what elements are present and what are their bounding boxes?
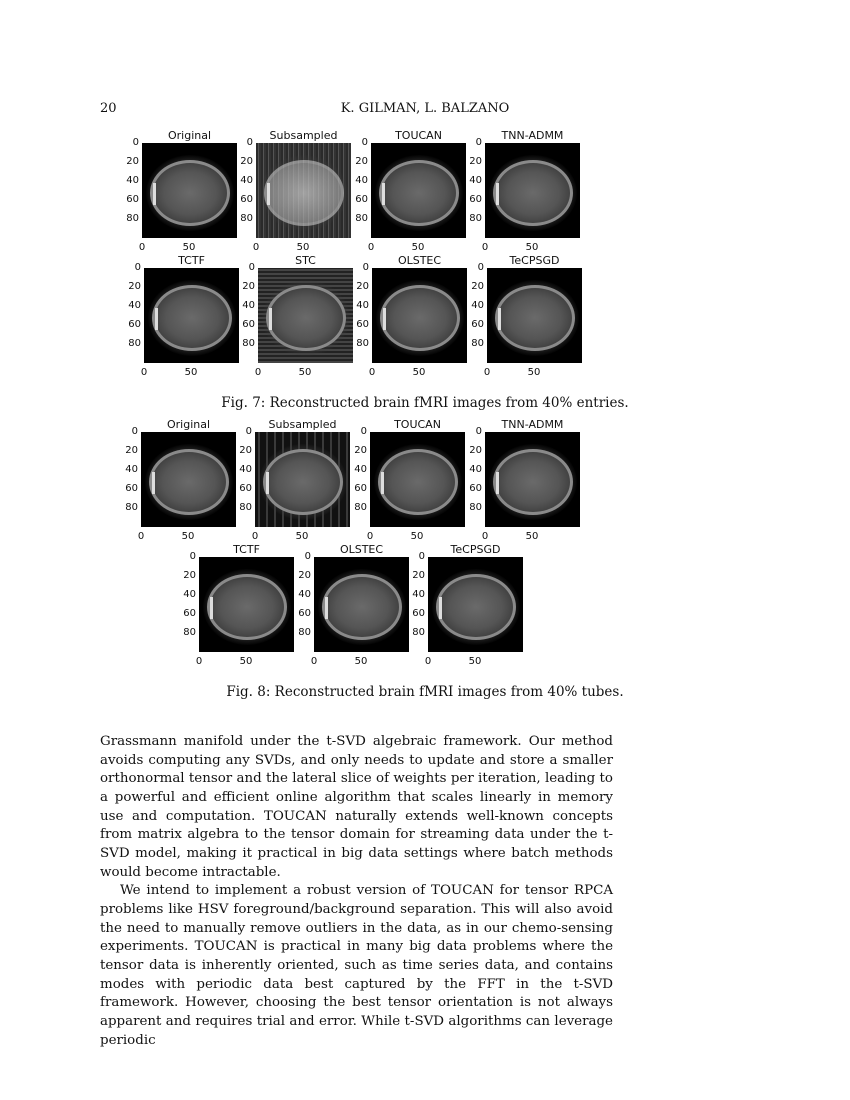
- brain-image-panel: [355, 129, 466, 253]
- brain-image-panel: [242, 254, 353, 378]
- y-tick-label: 20: [354, 445, 367, 456]
- y-tick-label: 20: [471, 281, 484, 292]
- page-number: 20: [100, 101, 117, 116]
- y-tick-label: 40: [128, 300, 141, 311]
- panel-title: TCTF: [178, 254, 205, 267]
- y-tick-label: 60: [356, 319, 369, 330]
- y-tick-label: 40: [240, 175, 253, 186]
- y-tick-label: 80: [412, 627, 425, 638]
- brain-image-panel: [183, 543, 294, 667]
- brain-image: [142, 143, 237, 238]
- y-tick-label: 20: [239, 445, 252, 456]
- x-tick-label: 50: [411, 242, 425, 253]
- y-tick-label: 40: [355, 175, 368, 186]
- x-tick-label: 0: [254, 367, 262, 378]
- y-tick-label: 0: [134, 262, 141, 273]
- y-tick-label: 40: [471, 300, 484, 311]
- brain-image: [371, 143, 466, 238]
- y-tick-label: 80: [356, 338, 369, 349]
- x-tick-label: 0: [252, 242, 260, 253]
- brain-image: [372, 268, 467, 363]
- brain-image-panel: [412, 543, 523, 667]
- brain-image: [141, 432, 236, 527]
- y-tick-label: 40: [183, 589, 196, 600]
- brain-image-panel: [126, 129, 237, 253]
- brain-image-panel: [128, 254, 239, 378]
- y-tick-label: 20: [126, 156, 139, 167]
- x-tick-label: 50: [468, 656, 482, 667]
- x-tick-label: 50: [239, 656, 253, 667]
- y-tick-label: 40: [298, 589, 311, 600]
- y-tick-label: 20: [125, 445, 138, 456]
- brain-image-panel: [354, 418, 465, 542]
- y-tick-label: 40: [356, 300, 369, 311]
- y-tick-label: 60: [125, 483, 138, 494]
- y-tick-label: 60: [469, 194, 482, 205]
- x-tick-label: 50: [525, 531, 539, 542]
- y-tick-label: 0: [477, 262, 484, 273]
- y-tick-label: 0: [248, 262, 255, 273]
- paragraph: Grassmann manifold under the t-SVD algebraic framework. Our method avoids computing any SVDs, and only needs to update and store a smaller orthonormal tensor and the lateral slice of weights per iteration, leading to a powerful and efficient online algorithm that scales linearly in memory use and computation. TOUCAN naturally extends well-known concepts from matrix algebra to the tensor domain for streaming data under the t-SVD model, making it practical in big data settings where batch methods would become intractable.: [100, 734, 613, 880]
- body-text: [100, 733, 613, 1050]
- y-tick-label: 20: [356, 281, 369, 292]
- y-tick-label: 20: [128, 281, 141, 292]
- brain-image: [256, 143, 351, 238]
- y-tick-label: 80: [354, 502, 367, 513]
- panel-title: OLSTEC: [397, 254, 442, 267]
- x-tick-label: 50: [181, 531, 195, 542]
- brain-image: [485, 143, 580, 238]
- panel-title: TNN-ADMM: [501, 129, 564, 142]
- x-tick-label: 0: [367, 242, 375, 253]
- x-tick-label: 0: [195, 656, 203, 667]
- y-tick-label: 80: [239, 502, 252, 513]
- panel-title: Subsampled: [268, 418, 337, 431]
- y-tick-label: 20: [355, 156, 368, 167]
- brain-image-panel: [125, 418, 236, 542]
- y-tick-label: 60: [239, 483, 252, 494]
- panel-title: Subsampled: [269, 129, 338, 142]
- y-tick-label: 20: [412, 570, 425, 581]
- y-tick-label: 80: [469, 213, 482, 224]
- y-tick-label: 20: [242, 281, 255, 292]
- x-tick-label: 0: [481, 531, 489, 542]
- y-tick-label: 20: [240, 156, 253, 167]
- y-tick-label: 0: [246, 137, 253, 148]
- fig8-caption: Fig. 8: Reconstructed brain fMRI images from 40% tubes.: [226, 684, 624, 700]
- y-tick-label: 0: [304, 551, 311, 562]
- y-tick-label: 20: [469, 445, 482, 456]
- y-tick-label: 80: [471, 338, 484, 349]
- y-tick-label: 80: [298, 627, 311, 638]
- panel-title: TOUCAN: [395, 129, 442, 142]
- x-tick-label: 50: [295, 531, 309, 542]
- y-tick-label: 40: [354, 464, 367, 475]
- y-tick-label: 0: [362, 262, 369, 273]
- x-tick-label: 50: [525, 242, 539, 253]
- panel-title: TNN-ADMM: [501, 418, 564, 431]
- y-tick-label: 0: [360, 426, 367, 437]
- y-tick-label: 40: [469, 464, 482, 475]
- x-tick-label: 50: [296, 242, 310, 253]
- y-tick-label: 60: [469, 483, 482, 494]
- y-tick-label: 0: [189, 551, 196, 562]
- x-tick-label: 0: [137, 531, 145, 542]
- x-tick-label: 50: [182, 242, 196, 253]
- x-tick-label: 0: [366, 531, 374, 542]
- y-tick-label: 20: [469, 156, 482, 167]
- x-tick-label: 0: [310, 656, 318, 667]
- y-tick-label: 80: [240, 213, 253, 224]
- y-tick-label: 80: [355, 213, 368, 224]
- y-tick-label: 60: [412, 608, 425, 619]
- y-tick-label: 60: [183, 608, 196, 619]
- brain-image-panel: [298, 543, 409, 667]
- y-tick-label: 0: [132, 137, 139, 148]
- y-tick-label: 80: [469, 502, 482, 513]
- y-tick-label: 80: [183, 627, 196, 638]
- y-tick-label: 0: [418, 551, 425, 562]
- brain-image-panel: [240, 129, 351, 253]
- brain-image-panel: [471, 254, 582, 378]
- brain-image: [255, 432, 350, 527]
- y-tick-label: 20: [298, 570, 311, 581]
- y-tick-label: 40: [239, 464, 252, 475]
- brain-image: [199, 557, 294, 652]
- y-tick-label: 60: [240, 194, 253, 205]
- brain-image-panel: [469, 129, 580, 253]
- brain-image-panel: [356, 254, 467, 378]
- panel-title: Original: [166, 418, 211, 431]
- brain-image: [314, 557, 409, 652]
- x-tick-label: 0: [251, 531, 259, 542]
- y-tick-label: 0: [245, 426, 252, 437]
- x-tick-label: 0: [483, 367, 491, 378]
- y-tick-label: 80: [242, 338, 255, 349]
- y-tick-label: 60: [354, 483, 367, 494]
- panel-title: TCTF: [233, 543, 260, 556]
- panel-title: TOUCAN: [394, 418, 441, 431]
- x-tick-label: 50: [527, 367, 541, 378]
- y-tick-label: 40: [412, 589, 425, 600]
- y-tick-label: 0: [475, 137, 482, 148]
- y-tick-label: 60: [355, 194, 368, 205]
- x-tick-label: 50: [410, 531, 424, 542]
- brain-image-panel: [239, 418, 350, 542]
- panel-title: TeCPSGD: [450, 543, 501, 556]
- panel-title: Original: [167, 129, 212, 142]
- y-tick-label: 40: [469, 175, 482, 186]
- paragraph: We intend to implement a robust version of TOUCAN for tensor RPCA problems like HSV foreground/background separation. This will also avoid the need to manually remove outliers in the data, as in our chemo-sensing experiments. TOUCAN is practical in many big data problems where the tensor data is inherently oriented, such as time series data, and contains modes with periodic data best captured by the FFT in the t-SVD framework. However, choosing the best tensor orientation is not always apparent and requires trial and error. While t-SVD algorithms can leverage periodic: [100, 883, 613, 1048]
- brain-image: [428, 557, 523, 652]
- y-tick-label: 20: [183, 570, 196, 581]
- y-tick-label: 60: [128, 319, 141, 330]
- brain-image: [370, 432, 465, 527]
- x-tick-label: 0: [138, 242, 146, 253]
- y-tick-label: 60: [298, 608, 311, 619]
- x-tick-label: 0: [140, 367, 148, 378]
- y-tick-label: 40: [242, 300, 255, 311]
- x-tick-label: 0: [481, 242, 489, 253]
- y-tick-label: 60: [242, 319, 255, 330]
- brain-image: [487, 268, 582, 363]
- fig7-caption: Fig. 7: Reconstructed brain fMRI images from 40% entries.: [221, 395, 629, 411]
- x-tick-label: 50: [298, 367, 312, 378]
- x-tick-label: 0: [424, 656, 432, 667]
- x-tick-label: 50: [354, 656, 368, 667]
- x-tick-label: 50: [412, 367, 426, 378]
- panel-title: TeCPSGD: [509, 254, 560, 267]
- brain-image-panel: [469, 418, 580, 542]
- brain-image: [144, 268, 239, 363]
- y-tick-label: 0: [475, 426, 482, 437]
- y-tick-label: 0: [361, 137, 368, 148]
- y-tick-label: 60: [126, 194, 139, 205]
- y-tick-label: 0: [131, 426, 138, 437]
- panel-title: STC: [295, 254, 316, 267]
- x-tick-label: 0: [368, 367, 376, 378]
- y-tick-label: 60: [471, 319, 484, 330]
- running-header: K. GILMAN, L. BALZANO: [340, 101, 510, 116]
- brain-image: [258, 268, 353, 363]
- y-tick-label: 80: [128, 338, 141, 349]
- y-tick-label: 40: [126, 175, 139, 186]
- panel-title: OLSTEC: [339, 543, 384, 556]
- brain-image: [485, 432, 580, 527]
- y-tick-label: 80: [126, 213, 139, 224]
- x-tick-label: 50: [184, 367, 198, 378]
- y-tick-label: 40: [125, 464, 138, 475]
- y-tick-label: 80: [125, 502, 138, 513]
